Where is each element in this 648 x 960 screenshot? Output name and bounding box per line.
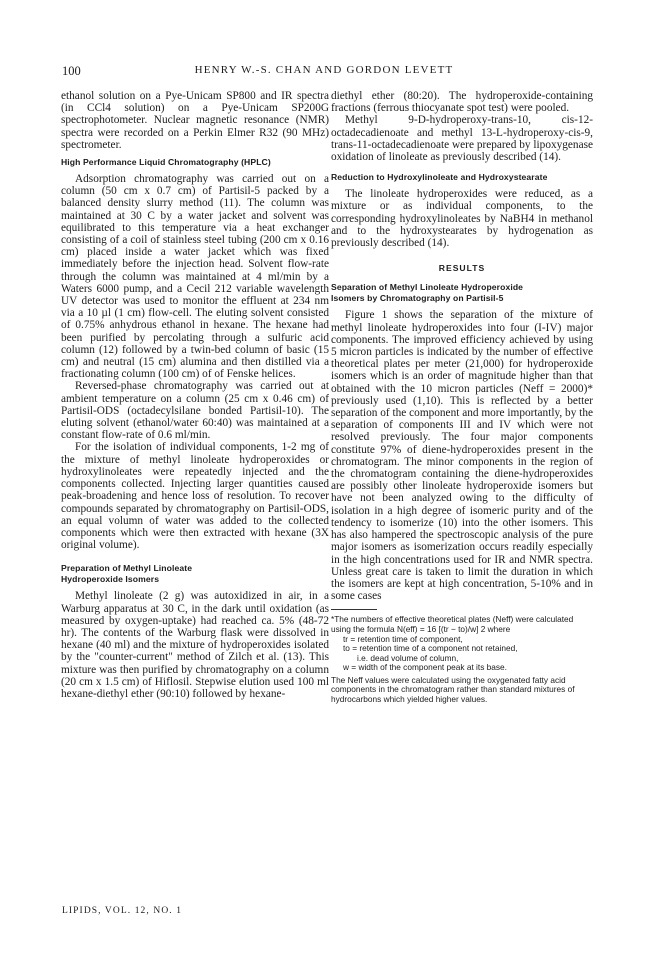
footnote-neff-note: The Neff values were calculated using the oxygenated fatty acid components in the chromatogram rather than standard mixtures of hydrocarbons which yielded higher values. — [331, 674, 575, 705]
hplc-heading: High Performance Liquid Chromatography (HPLC) — [61, 157, 271, 168]
footnote-def-w: w = width of the component peak at its base. — [343, 662, 507, 673]
running-head: HENRY W.-S. CHAN AND GORDON LEVETT — [194, 64, 454, 76]
preparation-heading — [61, 563, 329, 585]
isolation-paragraph: For the isolation of individual components, 1-2 mg of the mixture of methyl linoleate hydroperoxides or hydroxylinoleates were repeatedly injected and the components collected. Injecting larger quantities caused peak-broadening and hence loss of resolution. To recover compounds separated by chromatography on Partisil-ODS, an equal volumn of water was added to the collected components which were then extracted with hexane (3X original volume). — [61, 441, 329, 552]
preparation-heading-line-2: Hydroperoxide Isomers — [61, 574, 160, 585]
left-column — [61, 90, 329, 700]
footnote-rule — [331, 609, 377, 610]
results-heading: RESULTS — [438, 263, 486, 274]
page-header — [62, 64, 586, 80]
right-column — [331, 90, 593, 705]
continued-paragraph: diethyl ether (80:20). The hydroperoxide-containing fractions (ferrous thiocyanate spot test) were pooled. — [331, 90, 593, 115]
lipoxygenase-paragraph: Methyl 9-D-hydroperoxy-trans-10, cis-12-octadecadienoate and methyl 13-L-hydroperoxy-cis-9, trans-11-octadecadienoate were prepared by lipoxygenase oxidation of linoleate as previously described (14). — [331, 114, 593, 164]
intro-paragraph: ethanol solution on a Pye-Unicam SP800 and IR spectra (in CCl4 solution) on a Pye-Unicam SP200G spectrophotometer. Nuclear magnetic resonance (NMR) spectra were recorded on a Perkin Elmer R32 (90 MHz) spectrometer. — [61, 90, 329, 151]
separation-heading-line-2: Isomers by Chromatography on Partisil-5 — [331, 293, 504, 304]
footnote-def-to: to = retention time of a component not retained, — [343, 643, 518, 654]
separation-heading-line-1: Separation of Methyl Linoleate Hydroperoxide — [331, 282, 524, 293]
footnote — [331, 615, 593, 704]
footnote-def-to-cont: i.e. dead volume of column, — [357, 652, 459, 663]
figure1-paragraph: Figure 1 shows the separation of the mixture of methyl linoleate hydroperoxides into four (I-IV) major components. The improved efficiency achieved by using 5 micron particles is indicated by the number of effective theoretical plates per meter (21,000) for hydroperoxide isomers which is an order of magnitude higher than that obtained with the 10 micron particles (Neff = 2000)* previously used (1,10). This is reflected by a better separation of the component and more importantly, by the separation of components III and IV which were not resolved previously. The four major components constitute 97% of diene-hydroperoxides present in the chromatogram. The minor components in the region of the chromatogram containing the diene-hydroperoxides are possibly other linoleate hydroperoxide isomers but have not been analyzed owing to the difficulty of isolation in a high degree of isomeric purity and of the tendency to isomerize (10) into the other isomers. This has also hampered the spectroscopic analysis of the pure major isomers as isomerization occurs readily especially in the high concentrations used for IR and NMR spectra. Unless great care is taken to limit the duration in which the isomers are kept at high concentration, 5-10% and in some cases — [331, 309, 593, 603]
reduction-heading: Reduction to Hydroxylinoleate and Hydroxystearate — [331, 172, 548, 183]
separation-heading — [331, 282, 593, 304]
journal-footer: LIPIDS, VOL. 12, NO. 1 — [62, 906, 183, 916]
footnote-formula: *The numbers of effective theoretical plates (Neff) were calculated using the formula N(eff) = 16 [(tr − to)/w] 2 where — [331, 614, 574, 634]
adsorption-paragraph: Adsorption chromatography was carried out on a column (50 cm x 0.7 cm) of Partisil-5 packed by a balanced density slurry method (11). The column was maintained at 30 C by a water jacket and solvent was equilibrated to this temperature via a heat exchanger consisting of a coil of stainless steel tubing (200 cm x 0.16 cm) placed inside a water jacket which was fixed immediately before the injection head. Solvent flow-rate through the column was maintained at 4 ml/min by a Waters 6000 pump, and a Cecil 212 variable wavelength UV detector was used to monitor the effluent at 234 nm via a 10 µl (1 cm) flow-cell. The eluting solvent consisted of 0.75% anhydrous ethanol in hexane. The hexane had been purified by percolating through a sulfuric acid column (12) followed by a twin-bed column of basic (15 cm) and neutral (15 cm) alumina and then distilled via a fractionating column (100 cm) of of Fenske helices. — [61, 173, 329, 381]
page-number: 100 — [62, 64, 81, 78]
reduction-paragraph: The linoleate hydroperoxides were reduced, as a mixture or as individual components, to the corresponding hydroxylinoleates by NaBH4 in methanol and to the hydroxystearates by hydrogenation as previously described (14). — [331, 188, 593, 250]
reversed-phase-paragraph: Reversed-phase chromatography was carried out at ambient temperature on a column (25 cm x 0.46 cm) of Partisil-ODS (octadecylsilane bonded Partisil-10). The eluting solvent (ethanol/water 60:40) was maintained at a constant flow-rate of 0.6 ml/min. — [61, 380, 329, 442]
footnote-def-tr: tr = retention time of component, — [343, 633, 463, 644]
methyl-linoleate-paragraph: Methyl linoleate (2 g) was autoxidized in air, in a Warburg apparatus at 30 C, in the dark until oxidation (as measured by oxygen-uptake) had reached ca. 5% (48-72 hr). The contents of the Warburg flask were dissolved in hexane (40 ml) and the mixture of hydroperoxides isolated by the "counter-current" method of Zilch et al. (13). This mixture was then purified by chromatography on a column (20 cm x 1.5 cm) of Hiflosil. Stepwise elution used 100 ml hexane-diethyl ether (90:10) followed by hexane- — [61, 590, 329, 700]
preparation-heading-line-1: Preparation of Methyl Linoleate — [61, 563, 193, 574]
